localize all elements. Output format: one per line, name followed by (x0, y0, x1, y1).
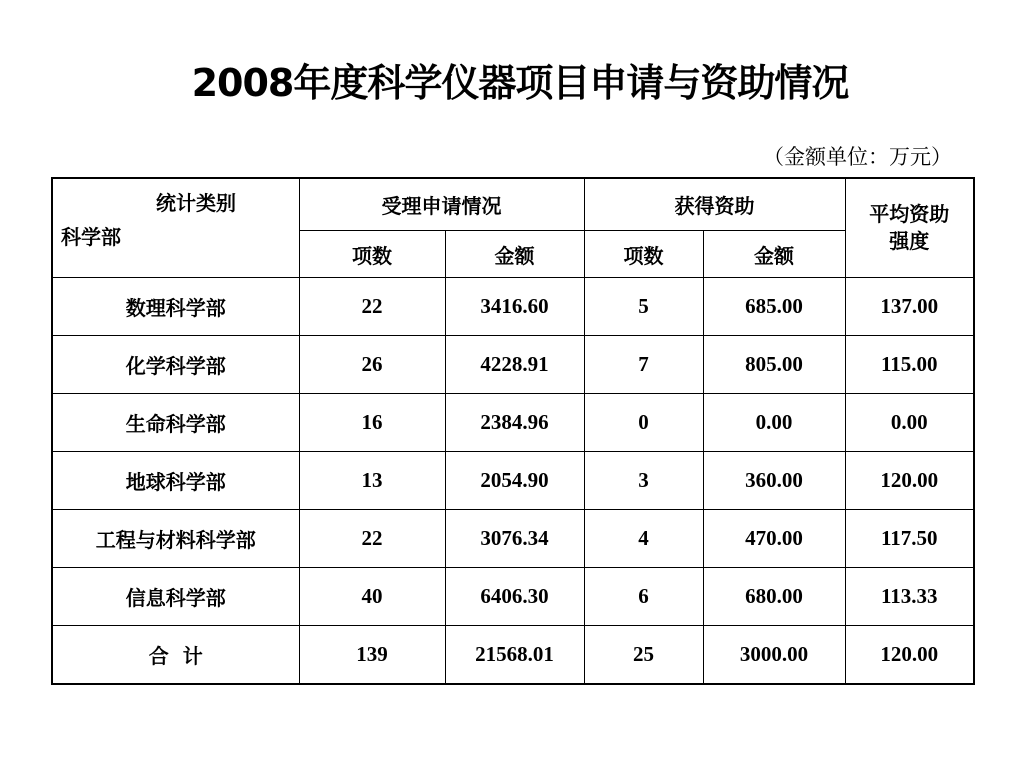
table-row (52, 394, 974, 452)
table-row (52, 510, 974, 568)
subheader-app-count: 项数 (299, 231, 445, 278)
header-funded: 获得资助 (584, 178, 845, 231)
fund-count-cell: 0 (584, 394, 703, 452)
header-average-line1: 平均资助 (869, 202, 950, 226)
app-count-cell: 13 (299, 452, 445, 510)
fund-count-cell: 6 (584, 568, 703, 626)
dept-cell: 生命科学部 (52, 394, 299, 452)
table-row (52, 452, 974, 510)
app-count-cell: 40 (299, 568, 445, 626)
app-count-cell: 22 (299, 510, 445, 568)
fund-amount-cell: 685.00 (703, 278, 845, 336)
app-count-cell: 16 (299, 394, 445, 452)
fund-amount-cell: 360.00 (703, 452, 845, 510)
avg-cell: 137.00 (845, 278, 974, 336)
dept-cell: 化学科学部 (52, 336, 299, 394)
app-amount-cell: 3076.34 (445, 510, 584, 568)
total-fund-amount-cell: 3000.00 (703, 626, 845, 685)
fund-count-cell: 3 (584, 452, 703, 510)
corner-top-label: 统计类别 (156, 191, 236, 215)
total-avg-cell: 120.00 (845, 626, 974, 685)
fund-amount-cell: 0.00 (703, 394, 845, 452)
app-amount-cell: 3416.60 (445, 278, 584, 336)
dept-cell: 地球科学部 (52, 452, 299, 510)
fund-count-cell: 5 (584, 278, 703, 336)
avg-cell: 113.33 (845, 568, 974, 626)
total-app-amount-cell: 21568.01 (445, 626, 584, 685)
app-count-cell: 26 (299, 336, 445, 394)
fund-count-cell: 4 (584, 510, 703, 568)
header-average-intensity (845, 178, 974, 278)
fund-count-cell: 7 (584, 336, 703, 394)
dept-cell: 数理科学部 (52, 278, 299, 336)
header-applications: 受理申请情况 (299, 178, 584, 231)
subheader-fund-amount: 金额 (703, 231, 845, 278)
app-count-cell: 22 (299, 278, 445, 336)
fund-amount-cell: 470.00 (703, 510, 845, 568)
table-row (52, 336, 974, 394)
avg-cell: 0.00 (845, 394, 974, 452)
avg-cell: 115.00 (845, 336, 974, 394)
subheader-app-amount: 金额 (445, 231, 584, 278)
funding-table (51, 177, 975, 685)
avg-cell: 117.50 (845, 510, 974, 568)
total-label-cell: 合 计 (52, 626, 299, 685)
total-fund-count-cell: 25 (584, 626, 703, 685)
fund-amount-cell: 680.00 (703, 568, 845, 626)
app-amount-cell: 2054.90 (445, 452, 584, 510)
avg-cell: 120.00 (845, 452, 974, 510)
corner-bottom-label: 科学部 (61, 225, 121, 249)
table-row (52, 568, 974, 626)
total-app-count-cell: 139 (299, 626, 445, 685)
dept-cell: 信息科学部 (52, 568, 299, 626)
header-row-groups (52, 178, 974, 231)
table-row (52, 278, 974, 336)
unit-note: （金额单位：万元） (763, 145, 952, 169)
app-amount-cell: 6406.30 (445, 568, 584, 626)
total-row (52, 626, 974, 685)
subheader-fund-count: 项数 (584, 231, 703, 278)
dept-cell: 工程与材料科学部 (52, 510, 299, 568)
app-amount-cell: 2384.96 (445, 394, 584, 452)
app-amount-cell: 4228.91 (445, 336, 584, 394)
page-title: 2008年度科学仪器项目申请与资助情况 (191, 61, 849, 105)
header-average-line2: 强度 (889, 229, 930, 253)
fund-amount-cell: 805.00 (703, 336, 845, 394)
corner-header-cell (52, 178, 299, 278)
